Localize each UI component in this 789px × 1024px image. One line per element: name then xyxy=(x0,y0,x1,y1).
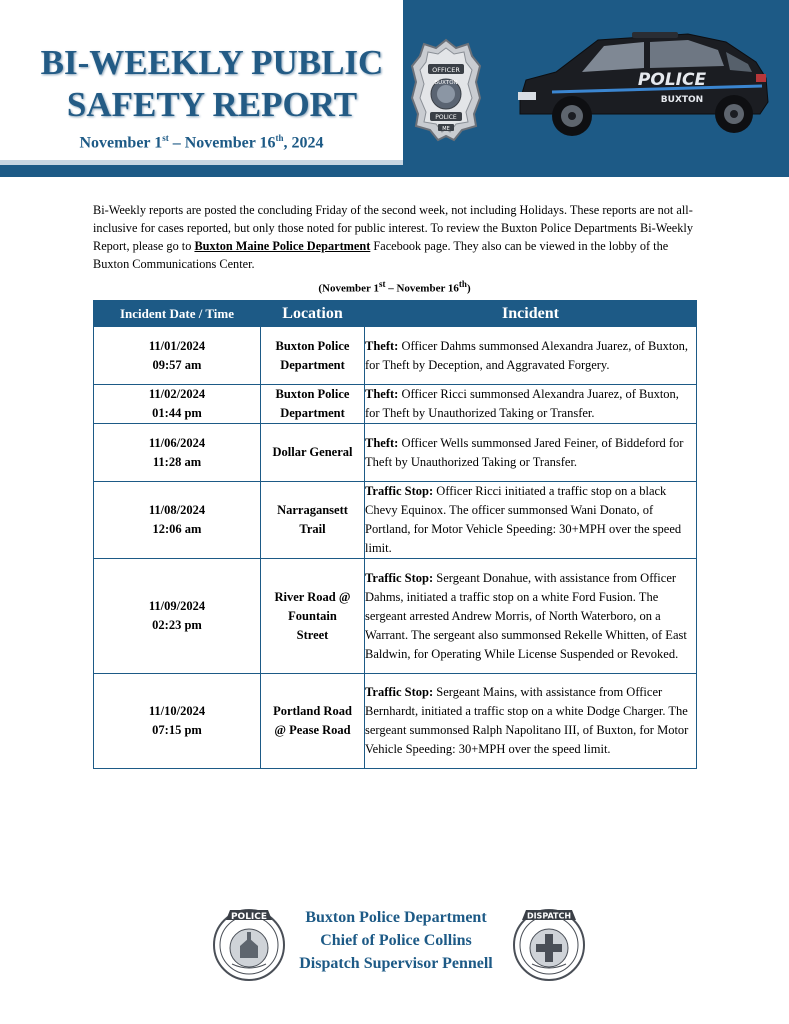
incident-date-time: 11/08/2024 12:06 am xyxy=(94,482,261,559)
intro-text-start: Bi-Weekly reports are posted the concluding Friday of the second week, not including Holidays. These reports are not all-inclusive for cases reported, but only those noted for public interest. To review the Buxton Police Departments Bi-Weekly Report, please go to xyxy=(93,203,693,253)
incident-date-time: 11/01/2024 09:57 am xyxy=(94,327,261,385)
incident-description: Theft: Officer Ricci summonsed Alexandra Juarez, of Buxton, for Theft by Unauthorized Taking or Transfer. xyxy=(365,385,697,424)
incident-description: Theft: Officer Wells summonsed Jared Feiner, of Biddeford for Theft by Unauthorized Taking or Transfer. xyxy=(365,424,697,482)
badge-text-officer: OFFICER xyxy=(432,66,460,74)
report-header xyxy=(0,0,789,177)
table-date-range: (November 1st – November 16th) xyxy=(318,279,471,295)
incident-date-time: 11/10/2024 07:15 pm xyxy=(94,674,261,769)
incident-location: Buxton Police Department xyxy=(261,385,365,424)
table-row xyxy=(94,482,697,559)
footer-chief: Chief of Police Collins xyxy=(320,932,472,949)
table-row xyxy=(94,674,697,769)
cruiser-door-town: BUXTON xyxy=(660,95,704,105)
police-badge-icon xyxy=(410,38,482,142)
incident-location: Portland Road @ Pease Road xyxy=(261,674,365,769)
header-date-time: Incident Date / Time xyxy=(94,301,261,327)
incident-location: Narragansett Trail xyxy=(261,482,365,559)
incident-date-time: 11/09/2024 02:23 pm xyxy=(94,559,261,674)
badge-text-town: BUXTON xyxy=(434,80,458,86)
report-date-range: November 1st – November 16th, 2024 xyxy=(79,133,324,152)
incident-description: Traffic Stop: Officer Ricci initiated a traffic stop on a black Chevy Equinox. The officer summonsed Wani Donato, of Portland, for Motor Vehicle Speeding: 30+MPH over the speed limit. xyxy=(365,482,697,559)
incident-description: Traffic Stop: Sergeant Mains, with assistance from Officer Bernhardt, initiated a traffic stop on a white Dodge Charger. The sergeant summonsed Ralph Napolitano III, of Buxton, for Motor Vehicle Speeding: 30+MPH over the speed limit. xyxy=(365,674,697,769)
footer-department: Buxton Police Department xyxy=(305,909,487,926)
intro-text-end: Facebook page. They also can be viewed in the lobby of the Buxton Communications Center. xyxy=(93,239,669,271)
intro-paragraph xyxy=(93,201,695,273)
police-cruiser-image xyxy=(512,22,774,146)
seal-text-dispatch: DISPATCH xyxy=(526,911,572,921)
cruiser-door-text: POLICE xyxy=(637,70,707,90)
incident-description: Theft: Officer Dahms summonsed Alexandra Juarez, of Buxton, for Theft by Deception, and Aggravated Forgery. xyxy=(365,327,697,385)
header-incident: Incident xyxy=(365,301,697,327)
dispatch-seal-icon xyxy=(512,908,586,982)
table-row xyxy=(94,559,697,674)
incident-date-time: 11/02/2024 01:44 pm xyxy=(94,385,261,424)
badge-text-state: ME xyxy=(442,126,450,132)
badge-text-police: POLICE xyxy=(435,114,457,121)
header-band xyxy=(0,165,789,177)
incident-date-time: 11/06/2024 11:28 am xyxy=(94,424,261,482)
incident-description: Traffic Stop: Sergeant Donahue, with assistance from Officer Dahms, initiated a traffic stop on a white Ford Fusion. The sergeant arrested Andrew Morris, of North Waterboro, on a Warrant. The sergeant also summonsed Rekelle Whitten, of East Baldwin, for Operating While License Suspended or Revoked. xyxy=(365,559,697,674)
table-row xyxy=(94,385,697,424)
table-row xyxy=(94,424,697,482)
police-seal-icon xyxy=(212,908,286,982)
report-title-line-1: BI-WEEKLY PUBLIC xyxy=(40,43,384,82)
report-title-line-2: SAFETY REPORT xyxy=(66,85,358,124)
table-row xyxy=(94,327,697,385)
incidents-table xyxy=(93,300,697,769)
header-location: Location xyxy=(261,301,365,327)
seal-text-police: POLICE xyxy=(230,912,268,922)
facebook-page-link[interactable]: Buxton Maine Police Department xyxy=(194,239,371,253)
footer-dispatch-supervisor: Dispatch Supervisor Pennell xyxy=(299,955,493,972)
table-header-row xyxy=(94,301,697,327)
incident-location: Buxton Police Department xyxy=(261,327,365,385)
incident-location: River Road @ Fountain Street xyxy=(261,559,365,674)
footer-signature-block xyxy=(280,906,512,975)
incident-location: Dollar General xyxy=(261,424,365,482)
